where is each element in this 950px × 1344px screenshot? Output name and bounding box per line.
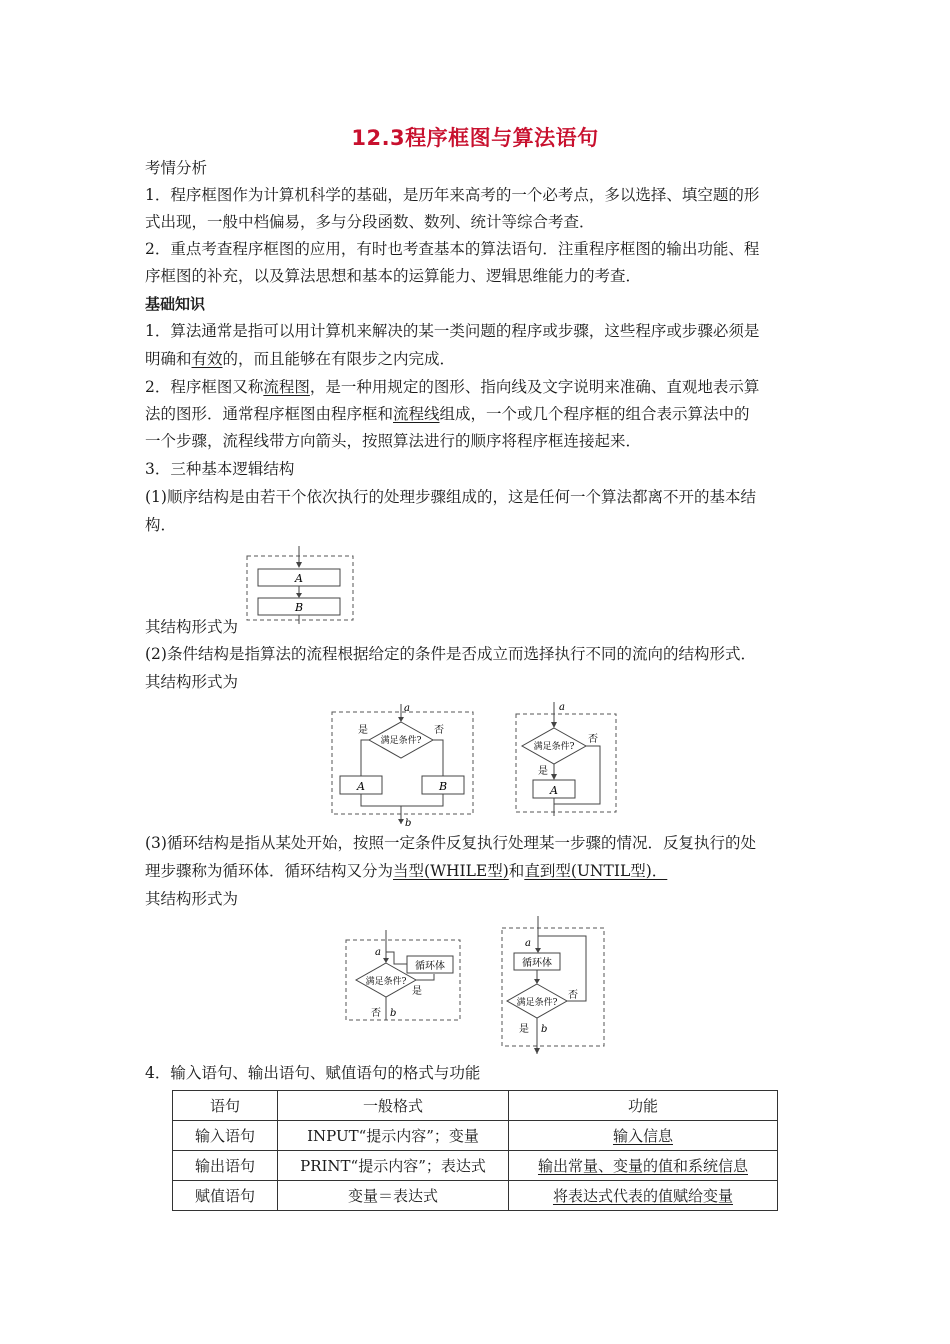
underlined-term: 流程线 — [393, 405, 440, 423]
table-cell — [509, 1121, 778, 1151]
table-cell: INPUT“提示内容”；变量 — [278, 1121, 509, 1151]
yes-label: 是 — [412, 986, 422, 997]
no-label: 否 — [371, 1008, 381, 1019]
exam-analysis-p2-line2: 序框图的补充，以及算法思想和基本的运算能力、逻辑思维能力的考查． — [145, 267, 642, 285]
loop-body-label: 循环体 — [415, 961, 445, 972]
basics-item1-line2: 明确和有效的，而且能够在有限步之内完成． — [145, 350, 456, 368]
output-b-label: b — [541, 1024, 548, 1035]
table-header-cell: 功能 — [509, 1091, 778, 1121]
loop-line2: 理步骤称为循环体．循环结构又分为当型(WHILE型)和直到型(UNTIL型)． — [145, 862, 668, 880]
condition-label: 满足条件? — [516, 998, 558, 1008]
box-a-label: A — [357, 780, 365, 793]
exam-analysis-p2-line1: 2．重点考查程序框图的应用，有时也考查基本的算法语句．注重程序框图的输出功能、程 — [145, 240, 760, 258]
basics-item4: 4．输入语句、输出语句、赋值语句的格式与功能 — [145, 1064, 481, 1082]
condition-line1: (2)条件结构是指算法的流程根据给定的条件是否成立而选择执行不同的流向的结构形式． — [145, 645, 756, 663]
table-cell: 输入语句 — [173, 1121, 278, 1151]
no-label: 否 — [568, 990, 578, 1001]
table-header-row — [173, 1091, 778, 1121]
table-header-cell: 语句 — [173, 1091, 278, 1121]
underlined-term: 直到型(UNTIL型)． — [524, 862, 668, 880]
table-row — [173, 1151, 778, 1181]
sequence-line2: 构． — [145, 516, 177, 534]
input-a-label: a — [559, 702, 565, 713]
yes-label: 是 — [538, 766, 548, 777]
input-a-label: a — [404, 703, 410, 714]
condition-label: 满足条件? — [365, 977, 407, 987]
underlined-term: 当型(WHILE型) — [393, 862, 509, 880]
underlined-term: 流程图 — [263, 378, 310, 396]
basics-item3: 3．三种基本逻辑结构 — [145, 460, 295, 478]
exam-analysis-p1-line2: 式出现，一般中档偏易，多与分段函数、数列、统计等综合考查． — [145, 213, 595, 231]
table-cell: 变量＝表达式 — [278, 1181, 509, 1211]
yes-label: 是 — [358, 725, 368, 736]
sequence-line1: (1)顺序结构是由若干个依次执行的处理步骤组成的，这是任何一个算法都离不开的基本结 — [145, 488, 756, 506]
underlined-term: 将表达式代表的值赋给变量 — [552, 1187, 733, 1205]
condition-structure-diagram-two-branch — [330, 702, 475, 829]
condition-label: 满足条件? — [380, 736, 422, 746]
table-header-cell: 一般格式 — [278, 1091, 509, 1121]
table-cell — [509, 1181, 778, 1211]
box-b-label: B — [438, 780, 448, 793]
basics-item1-line1: 1．算法通常是指可以用计算机来解决的某一类问题的程序或步骤，这些程序或步骤必须是 — [145, 322, 760, 340]
table-cell — [509, 1151, 778, 1181]
basics-item2-line1: 2．程序框图又称流程图，是一种用规定的图形、指向线及文字说明来准确、直观地表示算 — [145, 378, 760, 396]
basics-heading: 基础知识 — [145, 295, 206, 313]
no-label: 否 — [588, 734, 598, 745]
box-a-label: A — [550, 784, 558, 797]
loop-body-label: 循环体 — [522, 958, 552, 969]
condition-label: 满足条件? — [533, 742, 575, 752]
output-b-label: b — [405, 818, 412, 829]
no-label: 否 — [434, 725, 444, 736]
exam-analysis-heading: 考情分析 — [145, 159, 208, 177]
box-a-label: A — [295, 572, 303, 585]
statement-format-table — [172, 1090, 778, 1211]
loop-line1: (3)循环结构是指从某处开始，按照一定条件反复执行处理某一步骤的情况．反复执行的处 — [145, 834, 756, 852]
exam-analysis-p1-line1: 1．程序框图作为计算机科学的基础，是历年来高考的一个必考点，多以选择、填空题的形 — [145, 186, 760, 204]
table-cell: 赋值语句 — [173, 1181, 278, 1211]
table-cell: 输出语句 — [173, 1151, 278, 1181]
yes-label: 是 — [519, 1024, 529, 1035]
loop-form-label: 其结构形式为 — [145, 890, 239, 908]
while-loop-diagram — [344, 930, 462, 1022]
sequence-structure-diagram — [244, 544, 356, 624]
underlined-term: 输入信息 — [612, 1127, 673, 1145]
table-row — [173, 1121, 778, 1151]
input-a-label: a — [375, 947, 381, 958]
page-title: 12.3程序框图与算法语句 — [351, 126, 599, 150]
condition-structure-diagram-one-branch — [514, 702, 618, 816]
underlined-term: 输出常量、变量的值和系统信息 — [537, 1157, 748, 1175]
table-row — [173, 1181, 778, 1211]
until-loop-diagram — [500, 916, 606, 1056]
condition-form-label: 其结构形式为 — [145, 673, 239, 691]
output-b-label: b — [390, 1008, 397, 1019]
box-b-label: B — [294, 601, 304, 614]
basics-item2-line3: 一个步骤，流程线带方向箭头，按照算法进行的顺序将程序框连接起来． — [145, 432, 642, 450]
underlined-term: 有效 — [191, 350, 223, 368]
table-cell: PRINT“提示内容”；表达式 — [278, 1151, 509, 1181]
input-a-label: a — [525, 938, 531, 949]
basics-item2-line2: 法的图形．通常程序框图由程序框和流程线组成，一个或几个程序框的组合表示算法中的 — [145, 405, 750, 423]
sequence-form-label: 其结构形式为 — [145, 618, 239, 636]
